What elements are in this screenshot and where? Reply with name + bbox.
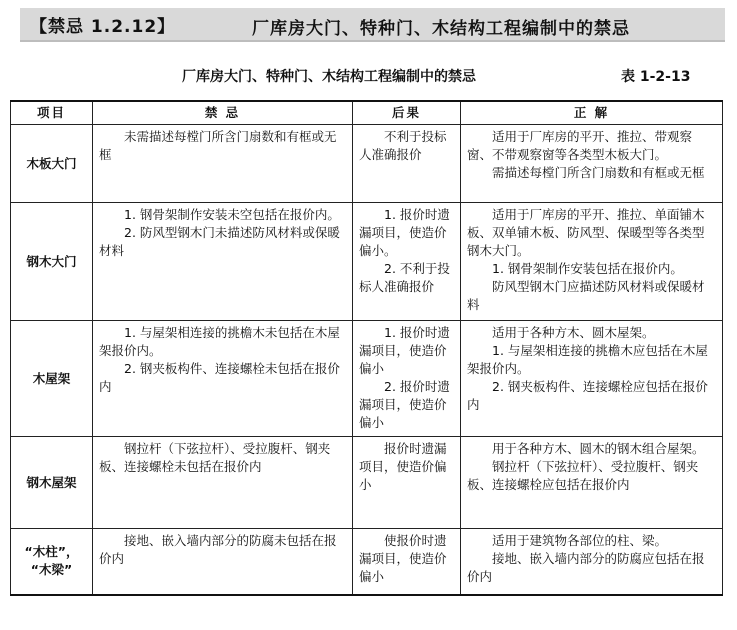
header-solution: 正 解 [461, 101, 723, 125]
item-cell [11, 437, 93, 529]
result-line: 2. 报价时遗漏项目，使造价偏小 [359, 379, 450, 430]
taboo-cell [93, 321, 353, 437]
taboo-cell [93, 529, 353, 595]
item-cell [11, 529, 93, 595]
solution-line: 钢拉杆（下弦拉杆）、受拉腹杆、钢夹板、连接螺栓应包括在报价内 [467, 459, 699, 492]
solution-line: 接地、嵌入墙内部分的防腐应包括在报价内 [467, 551, 705, 584]
item-cell [11, 203, 93, 321]
table-row [11, 203, 723, 321]
result-line: 2. 不利于投标人准确报价 [359, 261, 450, 294]
result-line: 1. 报价时遗漏项目，使造价偏小 [359, 325, 450, 376]
solution-line: 适用于各种方木、圆木屋架。 [492, 325, 655, 340]
taboo-line: 2. 防风型钢木门未描述防风材料或保暖材料 [99, 225, 340, 258]
item-cell [11, 125, 93, 203]
solution-cell [461, 529, 723, 595]
taboo-line: 钢拉杆（下弦拉杆）、受拉腹杆、钢夹板、连接螺栓未包括在报价内 [99, 441, 331, 474]
solution-line: 适用于建筑物各部位的柱、梁。 [492, 533, 668, 548]
item-cell [11, 321, 93, 437]
taboo-cell [93, 125, 353, 203]
table-row [11, 437, 723, 529]
table-header-row [11, 101, 723, 125]
result-cell [353, 529, 461, 595]
result-cell [353, 321, 461, 437]
result-cell [353, 203, 461, 321]
taboo-line: 1. 与屋架相连接的挑檐木未包括在木屋架报价内。 [99, 325, 340, 358]
taboo-cell [93, 437, 353, 529]
result-line: 不利于投标人准确报价 [359, 129, 447, 162]
table-row [11, 125, 723, 203]
solution-line: 适用于厂库房的平开、推拉、带观察窗、不带观察窗等各类型木板大门。 [467, 129, 693, 162]
taboo-line: 未需描述每樘门所含门扇数和有框或无框 [99, 129, 337, 162]
taboo-line: 1. 钢骨架制作安装未空包括在报价内。 [124, 207, 340, 222]
solution-line: 防风型钢木门应描述防风材料或保暖材料 [467, 279, 705, 312]
solution-line: 1. 与屋架相连接的挑檐木应包括在木屋架报价内。 [467, 343, 708, 376]
solution-cell [461, 321, 723, 437]
table-row [11, 321, 723, 437]
solution-line: 适用于厂库房的平开、推拉、单面铺木板、双单铺木板、防风型、保暖型等各类型钢木大门。 [467, 207, 705, 258]
solution-cell [461, 125, 723, 203]
item-line: 木屋架 [32, 370, 71, 386]
item-line: “木梁” [30, 562, 73, 578]
item-line: “木柱”， [24, 544, 79, 560]
result-cell [353, 125, 461, 203]
result-cell [353, 437, 461, 529]
solution-cell [461, 203, 723, 321]
result-line: 1. 报价时遗漏项目，使造价偏小。 [359, 207, 450, 258]
table-row [11, 529, 723, 595]
solution-line: 用于各种方木、圆木的钢木组合屋架。 [492, 441, 705, 456]
section-title: 厂库房大门、特种门、木结构工程编制中的禁忌 [252, 19, 630, 39]
header-result: 后果 [353, 101, 461, 125]
item-line: 木板大门 [26, 155, 77, 171]
taboo-line: 接地、嵌入墙内部分的防腐未包括在报价内 [99, 533, 337, 566]
taboo-table [10, 100, 723, 596]
solution-cell [461, 437, 723, 529]
solution-line: 需描述每樘门所含门扇数和有框或无框 [492, 165, 705, 180]
result-line: 报价时遗漏项目，使造价偏小 [359, 441, 447, 492]
header-item: 项目 [11, 101, 93, 125]
table-caption: 厂库房大门、特种门、木结构工程编制中的禁忌 [182, 69, 476, 85]
result-line: 使报价时遗漏项目，使造价偏小 [359, 533, 447, 584]
taboo-cell [93, 203, 353, 321]
item-line: 钢木大门 [26, 253, 77, 269]
taboo-line: 2. 钢夹板构件、连接螺栓未包括在报价内 [99, 361, 340, 394]
item-line: 钢木屋架 [26, 474, 77, 490]
solution-line: 1. 钢骨架制作安装包括在报价内。 [492, 261, 683, 276]
solution-line: 2. 钢夹板构件、连接螺栓应包括在报价内 [467, 379, 708, 412]
section-tag: 【禁忌 1.2.12】 [30, 17, 176, 37]
header-taboo: 禁 忌 [93, 101, 353, 125]
section-banner [20, 8, 725, 42]
table-number: 表 1-2-13 [621, 69, 691, 85]
